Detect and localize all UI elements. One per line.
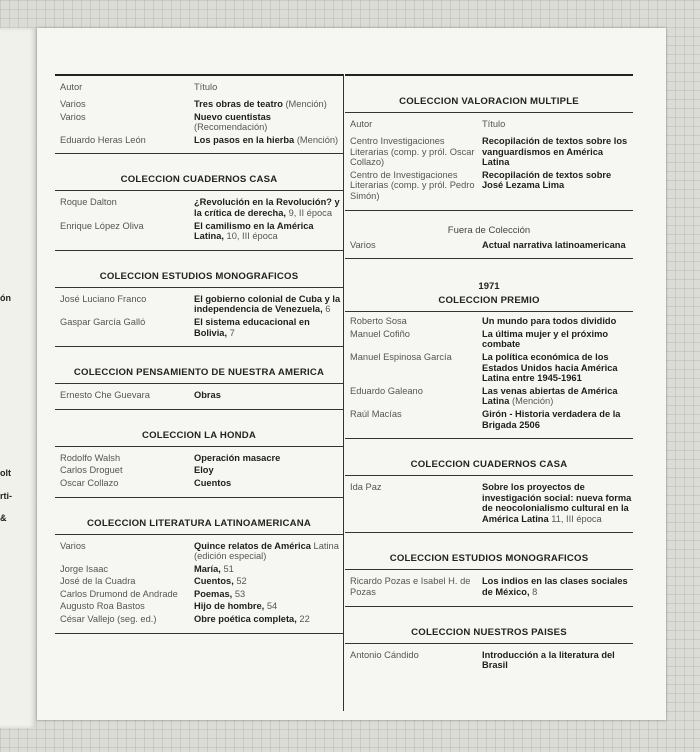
entry-title: Quince relatos de América: [194, 540, 311, 551]
entry-title: Operación masacre: [194, 452, 281, 463]
catalog-entry: [345, 409, 633, 430]
entry-author: Ida Paz: [350, 482, 382, 493]
section-title: COLECCION LA HONDA: [141, 429, 257, 441]
entry-title: Hijo de hombre,: [194, 601, 265, 612]
title-header: Título: [194, 82, 218, 92]
entry-author: Manuel Espinosa García: [350, 351, 452, 362]
entry-title: Nuevo cuentistas: [194, 111, 271, 122]
entry-title-block: [482, 329, 633, 350]
catalog-entry: [55, 221, 343, 242]
entry-author: Eduardo Heras León: [60, 134, 146, 145]
entry-title-block: [482, 482, 633, 524]
section-rule: [345, 210, 633, 211]
entry-title-block: [482, 316, 616, 327]
entry-title-block: [482, 240, 626, 251]
top-rule: [345, 74, 633, 76]
entry-note: (Mención): [282, 99, 327, 109]
entry-title: ¿Revolución en la Revolución? y la crítica de derecha,: [194, 197, 340, 218]
entry-author: Jorge Isaac: [60, 563, 109, 574]
section-title: COLECCION PENSAMIENTO DE NUESTRA AMERICA: [73, 367, 325, 379]
section-title: COLECCION ESTUDIOS MONOGRAFICOS: [389, 553, 589, 565]
catalog-entry: [345, 576, 633, 597]
entry-title-block: [482, 386, 633, 407]
entry-author: Raúl Macías: [350, 408, 402, 419]
entry-author: José Luciano Franco: [60, 293, 147, 304]
left-column: [55, 72, 343, 636]
section-title: COLECCION CUADERNOS CASA: [120, 174, 278, 186]
entry-title: Introducción a la literatura del Brasil: [482, 649, 615, 671]
entry-note: 10, III época: [223, 231, 278, 242]
entry-title-block: [194, 614, 310, 625]
section-rule: [55, 409, 343, 410]
entry-author: Rodolfo Walsh: [60, 452, 121, 463]
entry-author: Ernesto Che Guevara: [60, 390, 150, 401]
entry-author: Gaspar García Galló: [60, 316, 146, 327]
catalog-entry: [55, 294, 343, 315]
section-rule: [345, 258, 633, 259]
column-header: [55, 82, 343, 92]
entry-author: Augusto Roa Bastos: [60, 601, 145, 612]
entry-title-block: [482, 170, 633, 202]
section-rule: [55, 534, 343, 535]
entry-title-block: [194, 478, 231, 489]
entry-title-block: [194, 465, 214, 476]
column-header: [345, 119, 633, 129]
section-title: COLECCION VALORACION MULTIPLE: [399, 96, 579, 107]
catalog-entry: [55, 390, 343, 401]
entry-author: Ricardo Pozas e Isabel H. de Pozas: [350, 576, 471, 598]
entry-title: Cuentos,: [194, 576, 234, 587]
catalog-entry: [55, 317, 343, 338]
entry-author: Carlos Droguet: [60, 465, 123, 476]
entry-title: María,: [194, 563, 221, 574]
entry-note: 53: [232, 588, 246, 599]
section-rule: [55, 633, 343, 634]
entry-author: Varios: [60, 111, 86, 122]
section-rule: [345, 112, 633, 113]
author-header: Autor: [350, 119, 373, 129]
prev-fragment: olt: [0, 468, 11, 478]
catalog-entry: [55, 614, 343, 625]
entry-note: 22: [296, 614, 310, 625]
section-title: COLECCION PREMIO: [438, 295, 540, 307]
entry-title-block: [482, 650, 633, 671]
entry-title: Los pasos en la hierba: [194, 134, 295, 145]
entry-title: Recopilación de textos sobre los vanguardismos en América Latina: [482, 136, 628, 168]
catalog-entry: [345, 136, 633, 168]
catalog-entry: [55, 465, 343, 476]
section-title: COLECCION ESTUDIOS MONOGRAFICOS: [99, 270, 299, 282]
entry-title: Tres obras de teatro: [194, 99, 283, 109]
section-title: COLECCION CUADERNOS CASA: [410, 459, 568, 471]
section-rule: [345, 475, 633, 476]
entry-title-block: [482, 136, 633, 168]
entry-note: 11, III época: [548, 513, 602, 524]
entry-title-block: [482, 409, 633, 430]
entry-note: (Mención): [509, 396, 554, 407]
previous-page-edge: [0, 28, 36, 728]
entry-note: 54: [264, 601, 278, 612]
entry-title-block: [194, 541, 343, 562]
entry-title-block: [194, 317, 343, 338]
entry-title: La política económica de los Estados Unidos hacia América Latina entre 1945-1961: [482, 351, 618, 384]
catalog-page: [37, 28, 666, 720]
section-rule: [55, 287, 343, 288]
entry-title-block: [194, 135, 338, 146]
entry-title: Recopilación de textos sobre José Lezama Lima: [482, 169, 612, 191]
entry-author: Varios: [60, 99, 86, 109]
section-rule: [55, 446, 343, 447]
entry-title-block: [194, 589, 245, 600]
entry-author: Varios: [60, 540, 86, 551]
catalog-entry: [55, 112, 343, 133]
prev-fragment: ón: [0, 293, 11, 303]
entry-note: 9, II época: [285, 207, 332, 218]
prev-fragment: rti-: [0, 491, 12, 501]
entry-author: Oscar Collazo: [60, 477, 119, 488]
entry-author: Centro de Investigaciones Literarias (comp. y pról. Pedro Simón): [350, 169, 475, 201]
column-divider: [343, 74, 344, 711]
entry-title: Cuentos: [194, 477, 232, 488]
section-rule: [345, 569, 633, 570]
section-rule: [55, 153, 343, 154]
entry-note: 51: [220, 563, 234, 574]
entry-author: Antonio Cándido: [350, 649, 419, 660]
entry-title-block: [194, 112, 343, 133]
section-rule: [345, 606, 633, 607]
entry-author: César Vallejo (seg. ed.): [60, 614, 157, 625]
entry-author: Eduardo Galeano: [350, 385, 423, 396]
catalog-entry: [55, 589, 343, 600]
entry-title-block: [194, 453, 280, 464]
section-rule: [55, 190, 343, 191]
section-rule: [345, 311, 633, 312]
entry-title: El camilismo en la América Latina,: [194, 220, 314, 242]
section-rule: [345, 643, 633, 644]
entry-title-block: [194, 601, 277, 612]
entry-title: El sistema educacional en Bolivia,: [194, 316, 310, 338]
entry-title-block: [194, 99, 327, 110]
entry-author: Manuel Cofiño: [350, 328, 410, 339]
entry-title: Eloy: [194, 465, 214, 476]
entry-title-block: [194, 294, 343, 315]
entry-note: 52: [233, 576, 247, 587]
section-rule: [55, 346, 343, 347]
entry-author: Roberto Sosa: [350, 316, 407, 327]
entry-author: Carlos Drumond de Andrade: [60, 588, 178, 599]
section-rule: [55, 383, 343, 384]
entry-title-block: [194, 221, 343, 242]
section-title: COLECCION LITERATURA LATINOAMERICANA: [87, 517, 311, 529]
entry-title-block: [194, 576, 247, 587]
section-rule: [55, 497, 343, 498]
entry-title: Sobre los proyectos de investigación social: nueva forma de neocolonialismo cultural en la América Latina: [482, 482, 632, 524]
section-rule: [55, 250, 343, 251]
section-rule: [345, 438, 633, 439]
section-rule: [345, 532, 633, 533]
right-column: [345, 72, 633, 677]
catalog-entry: [345, 316, 633, 327]
entry-title: Los indios en las clases sociales de México,: [482, 576, 628, 598]
catalog-entry: [55, 564, 343, 575]
catalog-entry: [345, 386, 633, 407]
catalog-entry: [55, 197, 343, 218]
entry-author: Centro Investigaciones Literarias (comp. y pról. Oscar Collazo): [350, 136, 475, 168]
entry-title: Un mundo para todos dividido: [482, 316, 617, 327]
entry-title-block: [482, 352, 633, 384]
entry-note: 6: [322, 304, 331, 315]
entry-note: (Recomendación): [194, 122, 268, 133]
fuera-title: Fuera de Colección: [447, 224, 531, 236]
catalog-entry: [55, 453, 343, 464]
catalog-entry: [55, 99, 343, 110]
entry-author: Roque Dalton: [60, 197, 117, 208]
catalog-entry: [345, 482, 633, 524]
entry-author: Enrique López Oliva: [60, 220, 144, 231]
entry-author: Varios: [350, 239, 376, 250]
entry-title: Girón - Historia verdadera de la Brigada 2506: [482, 408, 621, 430]
entry-note: 8: [529, 587, 538, 598]
catalog-entry: [345, 352, 633, 384]
entry-title-block: [194, 197, 343, 218]
catalog-entry: [55, 541, 343, 562]
catalog-entry: [345, 650, 633, 671]
catalog-entry: [55, 135, 343, 146]
entry-title: Obre poética completa,: [194, 614, 297, 625]
year-heading: 1971: [478, 281, 500, 293]
title-header: Título: [482, 119, 506, 129]
entry-title: Poemas,: [194, 588, 233, 599]
entry-note: (Mención): [294, 134, 339, 145]
entry-title: Actual narrativa latinoamericana: [482, 239, 626, 250]
catalog-entry: [55, 576, 343, 587]
catalog-entry: [55, 478, 343, 489]
entry-title-block: [194, 390, 221, 401]
top-rule: [55, 74, 343, 76]
section-title: COLECCION NUESTROS PAISES: [411, 626, 567, 638]
entry-title: La última mujer y el próximo combate: [482, 328, 609, 350]
entry-note: 7: [227, 327, 235, 338]
entry-title-block: [194, 564, 234, 575]
entry-title: Las venas abiertas de América Latina: [482, 385, 618, 407]
entry-title-block: [482, 576, 633, 597]
entry-author: José de la Cuadra: [60, 576, 136, 587]
author-header: Autor: [60, 82, 83, 92]
catalog-entry: [345, 170, 633, 202]
entry-title: Obras: [194, 390, 221, 401]
catalog-entry: [345, 240, 633, 251]
entry-note: Latina (edición especial): [194, 540, 339, 562]
catalog-entry: [55, 601, 343, 612]
catalog-entry: [345, 329, 633, 350]
entry-title: El gobierno colonial de Cuba y la independencia de Venezuela,: [194, 293, 341, 315]
prev-fragment: &: [0, 513, 7, 523]
